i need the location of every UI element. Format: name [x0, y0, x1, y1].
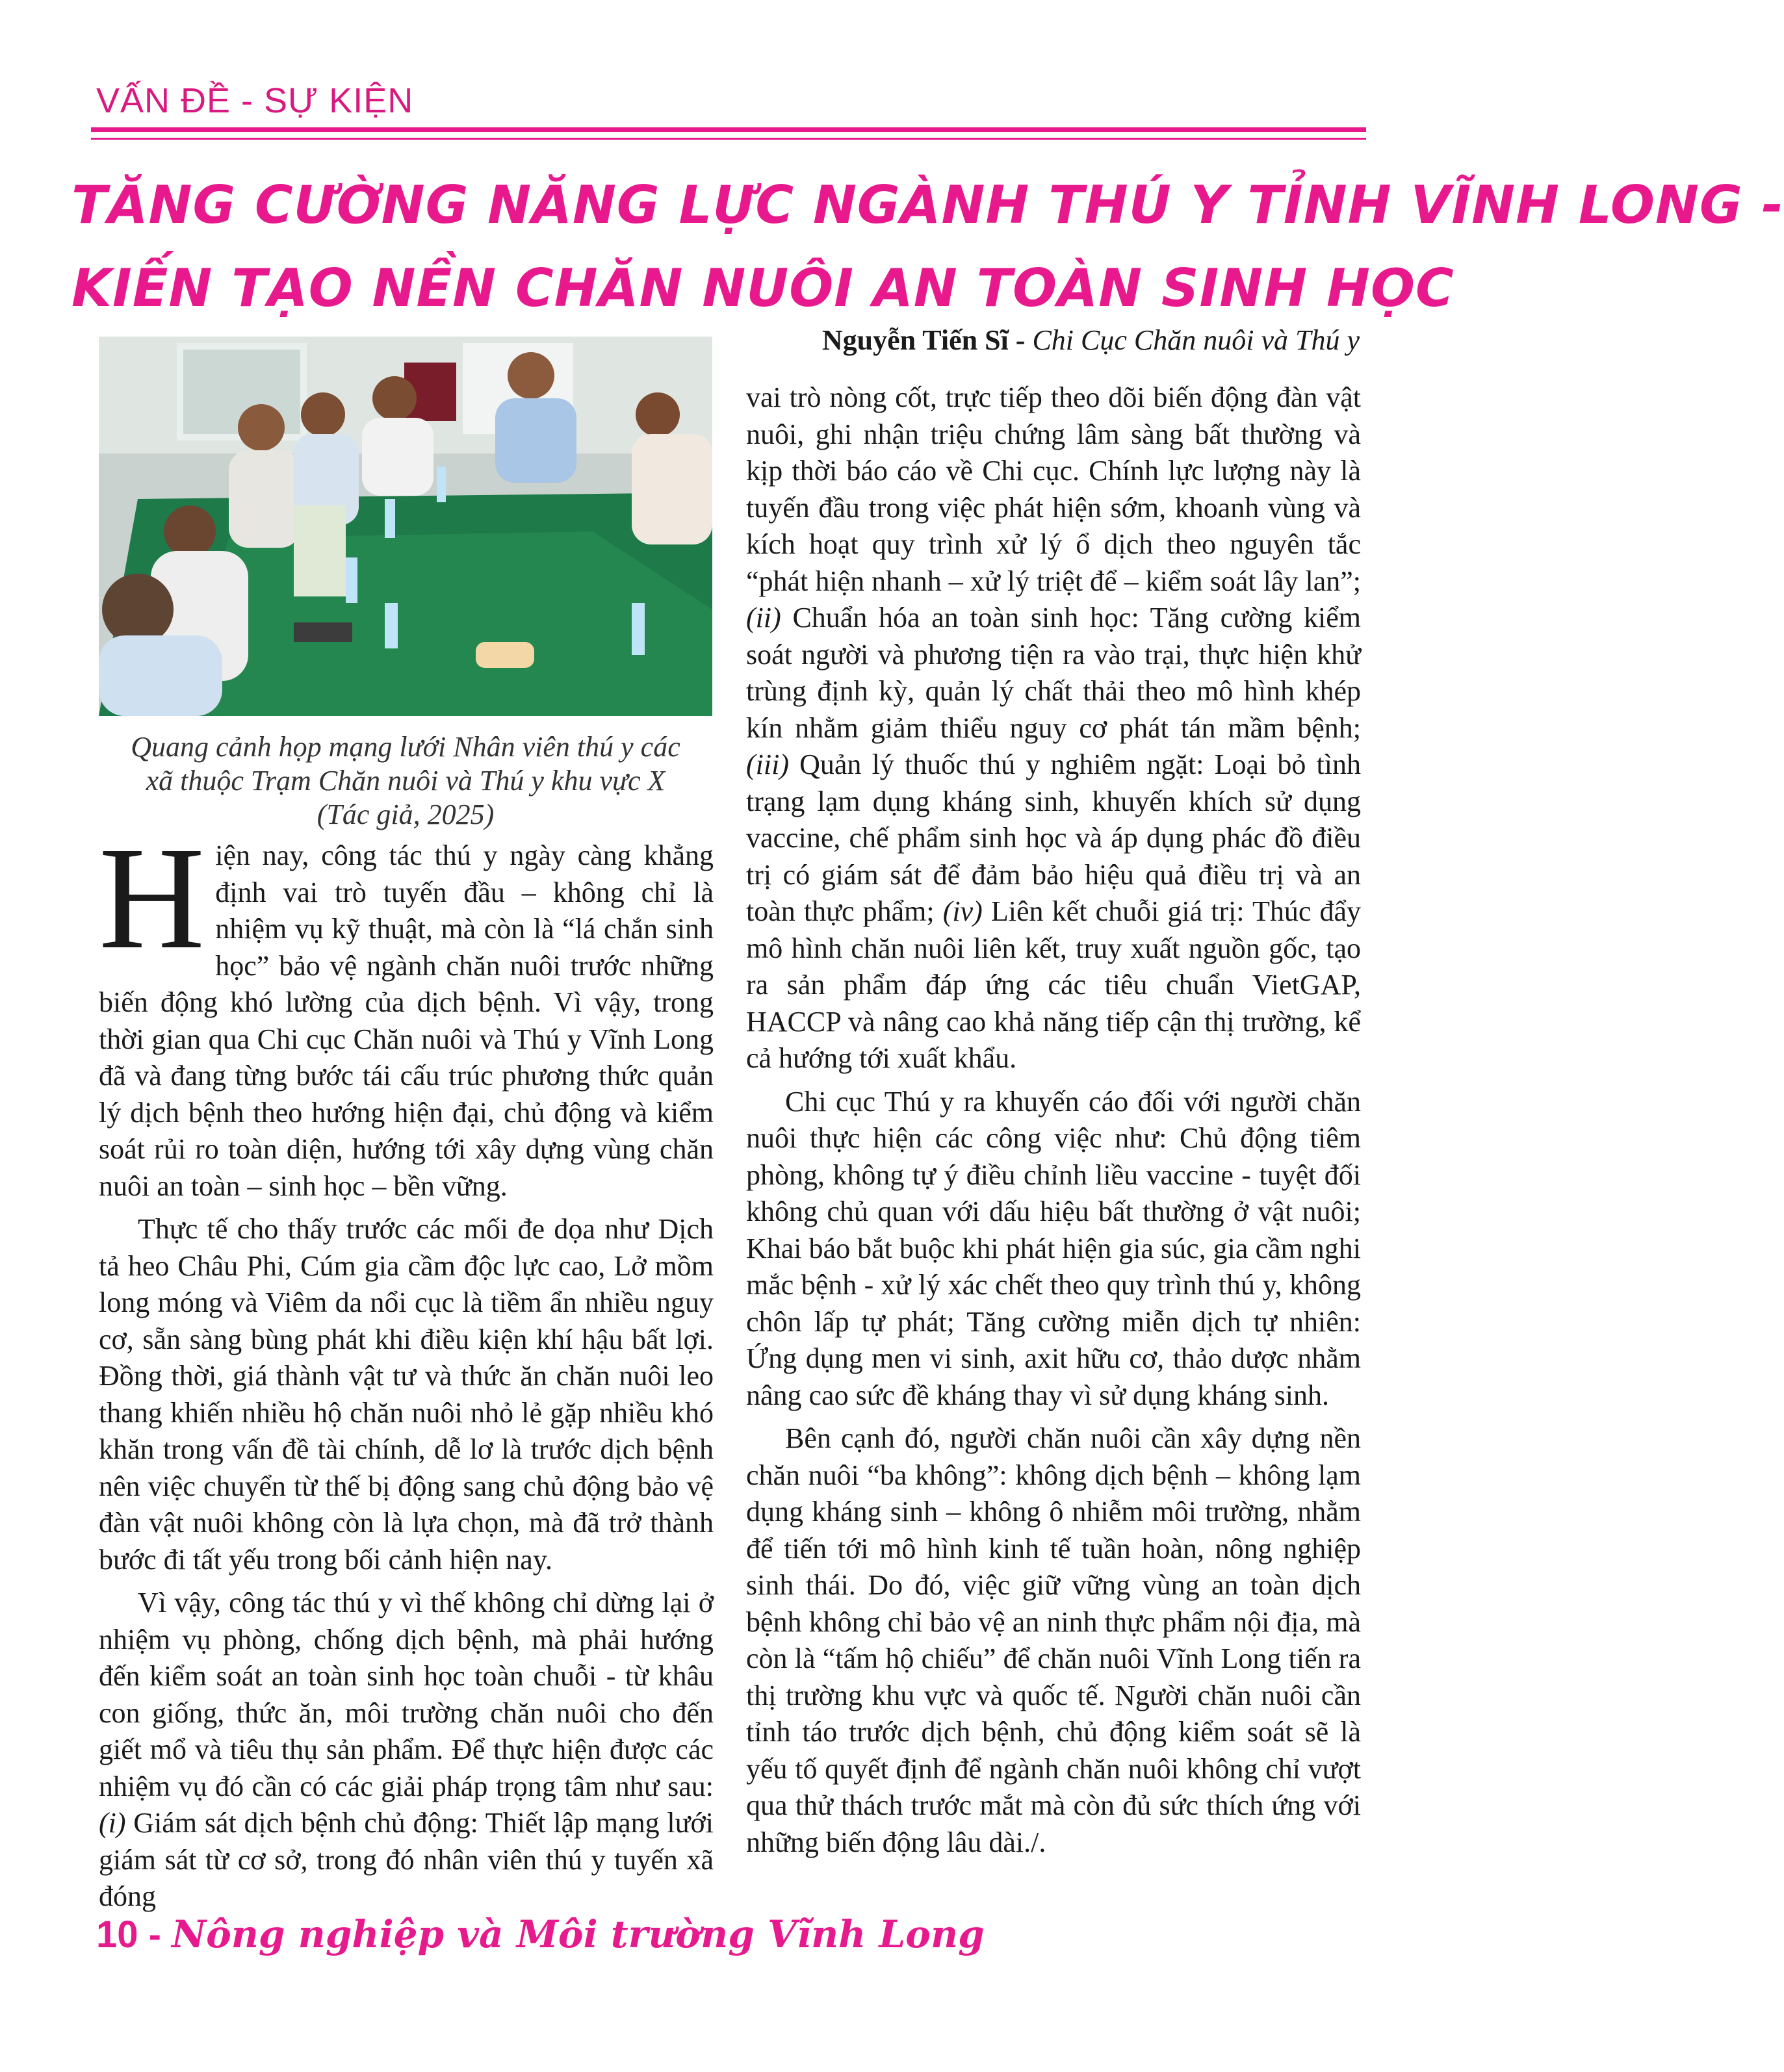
- article-column-left: [99, 817, 714, 1922]
- paragraph-recommendations: Chi cục Thú y ra khuyến cáo đối với người chăn nuôi thực hiện các công việc như: Chủ động tiêm phòng, không tự ý điều chỉnh liều vaccine - tuyệt đối không chủ quan với dấu hiệu bất thường ở vật nuôi; Khai báo bắt buộc khi phát hiện gia súc, gia cầm nghi mắc bệnh - xử lý xác chết theo quy trình thú y, không chôn lấp tự phát; Tăng cường miễn dịch tự nhiên: Ứng dụng men vi sinh, axit hữu cơ, thảo dược nhằm nâng cao sức đề kháng thay vì sử dụng kháng sinh.: [746, 1085, 1361, 1411]
- header-rule-thin: [91, 138, 1366, 140]
- paragraph-threats: Thực tế cho thấy trước các mối đe dọa như Dịch tả heo Châu Phi, Cúm gia cầm độc lực cao, Lở mồm long móng và Viêm da nổi cục là tiềm ẩn nhiều nguy cơ, sẵn sàng bùng phát khi điều kiện khí hậu bất lợi. Đồng thời, giá thành vật tư và thức ăn chăn nuôi leo thang khiến nhiều hộ chăn nuôi nhỏ lẻ gặp nhiều khó khăn trong vấn đề tài chính, dễ lơ là trước dịch bệnh nên việc chuyển từ thế bị động sang chủ động bảo vệ đàn vật nuôi không còn là lựa chọn, mà đã trở thành bước đi tất yếu trong bối cảnh hiện nay.: [99, 1213, 714, 1576]
- article-title: [71, 164, 1784, 330]
- paragraph-intro-text: iện nay, công tác thú y ngày càng khẳng định vai trò tuyến đầu – không chỉ là nhiệm vụ kỹ thuật, mà còn là “lá chắn sinh học” bảo vệ ngành chăn nuôi trước những biến động khó lường của dịch bệnh. Vì vậy, trong thời gian qua Chi cục Chăn nuôi và Thú y Vĩnh Long đã và đang từng bước tái cấu trúc phương thức quản lý dịch bệnh theo hướng hiện đại, chủ động và kiểm soát rủi ro toàn diện, hướng tới xây dựng vùng chăn nuôi an toàn – sinh học – bền vững.: [99, 839, 714, 1202]
- magazine-name: Nông nghiệp và Môi trường Vĩnh Long: [172, 1912, 985, 1956]
- page-footer: [96, 1912, 985, 1956]
- byline: [822, 325, 1360, 356]
- title-line-2: KIẾN TẠO NỀN CHĂN NUÔI AN TOÀN SINH HỌC: [71, 258, 1454, 318]
- section-label: VẤN ĐỀ - SỰ KIỆN: [96, 81, 414, 120]
- paragraph-solutions-continued: vai trò nòng cốt, trực tiếp theo dõi biến động đàn vật nuôi, ghi nhận triệu chứng lâm sàng bất thường và kịp thời báo cáo về Chi cục. Chính lực lượng này là tuyến đầu trong việc phát hiện sớm, khoanh vùng và kích hoạt quy trình xử lý ổ dịch theo nguyên tắc “phát hiện nhanh – xử lý triệt để – kiểm soát lây lan”; (ii) Chuẩn hóa an toàn sinh học: Tăng cường kiểm soát người và phương tiện ra vào trại, thực hiện khử trùng định kỳ, quản lý chất thải theo mô hình khép kín nhằm giảm thiểu nguy cơ phát tán mầm bệnh; (iii) Quản lý thuốc thú y nghiêm ngặt: Loại bỏ tình trạng lạm dụng kháng sinh, khuyến khích sử dụng vaccine, chế phẩm sinh học và áp dụng phác đồ điều trị có giám sát để đảm bảo hiệu quả điều trị và an toàn thực phẩm; (iv) Liên kết chuỗi giá trị: Thúc đẩy mô hình chăn nuôi liên kết, truy xuất nguồn gốc, tạo ra sản phẩm đáp ứng các tiêu chuẩn VietGAP, HACCP và nâng cao khả năng tiếp cận thị trường, kể cả hướng tới xuất khẩu.: [746, 381, 1362, 1074]
- author-name: Nguyễn Tiến Sĩ -: [821, 324, 1033, 356]
- paragraph-conclusion: Bên cạnh đó, người chăn nuôi cần xây dựng nền chăn nuôi “ba không”: không dịch bệnh – không lạm dụng kháng sinh – không ô nhiễm môi trường, nhằm để tiến tới mô hình kinh tế tuần hoàn, nông nghiệp sinh thái. Do đó, việc giữ vững vùng an toàn dịch bệnh không chỉ bảo vệ an ninh thực phẩm nội địa, mà còn là “tấm hộ chiếu” để chăn nuôi Vĩnh Long tiến ra thị trường khu vực và quốc tế. Người chăn nuôi cần tỉnh táo trước dịch bệnh, chủ động kiểm soát sẽ là yếu tố quyết định để ngành chăn nuôi không chỉ vượt qua thử thách trước mắt mà còn đủ sức thích ứng với những biến động lâu dài./.: [746, 1422, 1361, 1858]
- caption-line-3: (Tác giả, 2025): [317, 799, 495, 830]
- page-number: 10 -: [96, 1913, 172, 1956]
- article-column-right: [746, 379, 1361, 1867]
- header-rule: [91, 127, 1366, 132]
- title-line-1: TĂNG CƯỜNG NĂNG LỰC NGÀNH THÚ Y TỈNH VĨNH LONG -: [71, 175, 1784, 235]
- meeting-photo: [99, 337, 712, 716]
- drop-cap: H: [99, 817, 205, 979]
- author-organization: Chi Cục Chăn nuôi và Thú y: [1032, 324, 1360, 356]
- caption-line-1: Quang cảnh họp mạng lưới Nhân viên thú y các: [131, 731, 680, 763]
- paragraph-intro: [99, 817, 714, 1205]
- paragraph-solutions: Vì vậy, công tác thú y vì thế không chỉ dừng lại ở nhiệm vụ phòng, chống dịch bệnh, mà phải hướng đến kiểm soát an toàn sinh học toàn chuỗi - từ khâu con giống, thức ăn, môi trường chăn nuôi cho đến giết mổ và tiêu thụ sản phẩm. Để thực hiện được các nhiệm vụ đó cần có các giải pháp trọng tâm như sau: (i) Giám sát dịch bệnh chủ động: Thiết lập mạng lưới giám sát từ cơ sở, trong đó nhân viên thú y tuyến xã đóng: [99, 1587, 714, 1912]
- caption-line-2: xã thuộc Trạm Chăn nuôi và Thú y khu vực X: [146, 765, 666, 797]
